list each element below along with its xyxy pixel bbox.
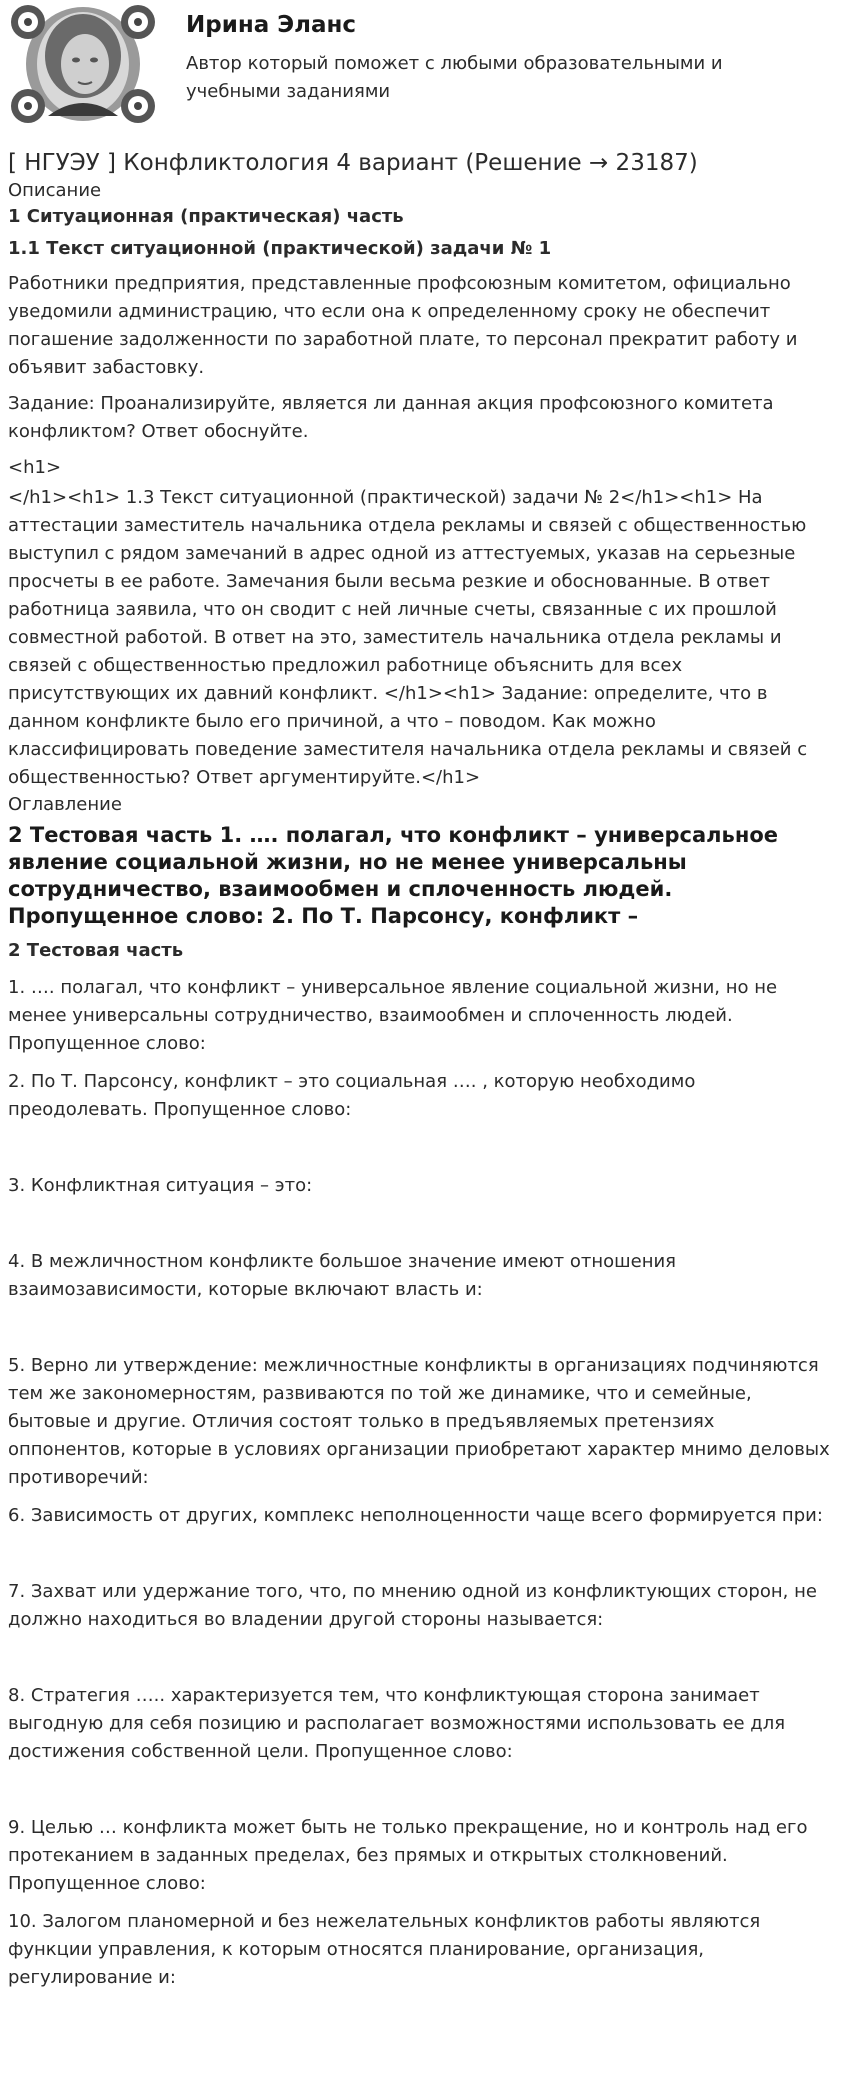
question-1: 1. …. полагал, что конфликт – универсальное явление социальной жизни, но не менее универсальны сотрудничество, взаимообмен и сплоченность людей. Пропущенное слово: xyxy=(8,977,778,1054)
page-title: [ НГУЭУ ] Конфликтология 4 вариант (Решение → 23187) xyxy=(8,150,698,176)
question-2: 2. По Т. Парсонсу, конфликт – это социальная …. , которую необходимо преодолевать. Пропущенное слово: xyxy=(8,1071,696,1120)
section1-heading: 1 Ситуационная (практическая) часть xyxy=(8,206,404,227)
question-4: 4. В межличностном конфликте большое значение имеют отношения взаимозависимости, которые включают власть и: xyxy=(8,1251,676,1300)
toc-heading: 2 Тестовая часть 1. …. полагал, что конфликт – универсальное явление социальной жизни, но не менее универсальны сотрудничество, взаимообмен и сплоченность людей. Пропущенное слово: 2. По Т. Парсонсу, конфликт – xyxy=(8,823,779,928)
raw-h1-open: <h1> xyxy=(8,457,62,478)
question-9: 9. Целью … конфликта может быть не только прекращение, но и контроль над его протеканием в заданных пределах, без прямых и открытых столкновений. Пропущенное слово: xyxy=(8,1817,808,1894)
page xyxy=(8,0,838,1992)
author-block xyxy=(8,0,838,140)
author-avatar xyxy=(8,4,158,126)
toc-label: Оглавление xyxy=(8,794,122,815)
question-8: 8. Стратегия ….. характеризуется тем, что конфликтующая сторона занимает выгодную для себя позицию и располагает возможностями использовать ее для достижения собственной цели. Пропущенное слово: xyxy=(8,1685,786,1762)
task1-assignment: Задание: Проанализируйте, является ли данная акция профсоюзного комитета конфликтом? Ответ обоснуйте. xyxy=(8,393,774,442)
question-5: 5. Верно ли утверждение: межличностные конфликты в организациях подчиняются тем же закономерностям, развиваются по той же динамике, что и семейные, бытовые и другие. Отличия состоят только в предъявляемых претензиях оппонентов, которые в условиях организации приобретают характер мнимо деловых противоречий: xyxy=(8,1355,830,1488)
author-name[interactable]: Ирина Эланс xyxy=(186,12,357,38)
author-description: Автор который поможет с любыми образовательными и учебными заданиями xyxy=(186,53,723,102)
description-label: Описание xyxy=(8,180,102,201)
question-6: 6. Зависимость от других, комплекс неполноценности чаще всего формируется при: xyxy=(8,1505,823,1526)
section2-heading: 2 Тестовая часть xyxy=(8,940,184,961)
task1-text: Работники предприятия, представленные профсоюзным комитетом, официально уведомили администрацию, что если она к определенному сроку не обеспечит погашение задолженности по заработной плате, то персонал прекратит работу и объявит забастовку. xyxy=(8,273,798,378)
task1-heading: 1.1 Текст ситуационной (практической) задачи № 1 xyxy=(8,238,552,259)
question-10: 10. Залогом планомерной и без нежелательных конфликтов работы являются функции управления, к которым относятся планирование, организация, регулирование и: xyxy=(8,1911,761,1988)
raw-task2-block: </h1><h1> 1.3 Текст ситуационной (практической) задачи № 2</h1><h1> На аттестации заместитель начальника отдела рекламы и связей с общественностью выступил с рядом замечаний в адрес одной из аттестуемых, указав на серьезные просчеты в ее работе. Замечания были весьма резкие и обоснованные. В ответ работница заявила, что он сводит с ней личные счеты, связанные с их прошлой совместной работой. В ответ на это, заместитель начальника отдела рекламы и связей с общественностью предложил работнице объяснить для всех присутствующих их давний конфликт. </h1><h1> Задание: определите, что в данном конфликте было его причиной, а что – поводом. Как можно классифицировать поведение заместителя начальника отдела рекламы и связей с общественностью? Ответ аргументируйте.</h1> xyxy=(8,487,808,788)
question-7: 7. Захват или удержание того, что, по мнению одной из конфликтующих сторон, не должно находиться во владении другой стороны называется: xyxy=(8,1581,817,1630)
question-3: 3. Конфликтная ситуация – это: xyxy=(8,1175,313,1196)
